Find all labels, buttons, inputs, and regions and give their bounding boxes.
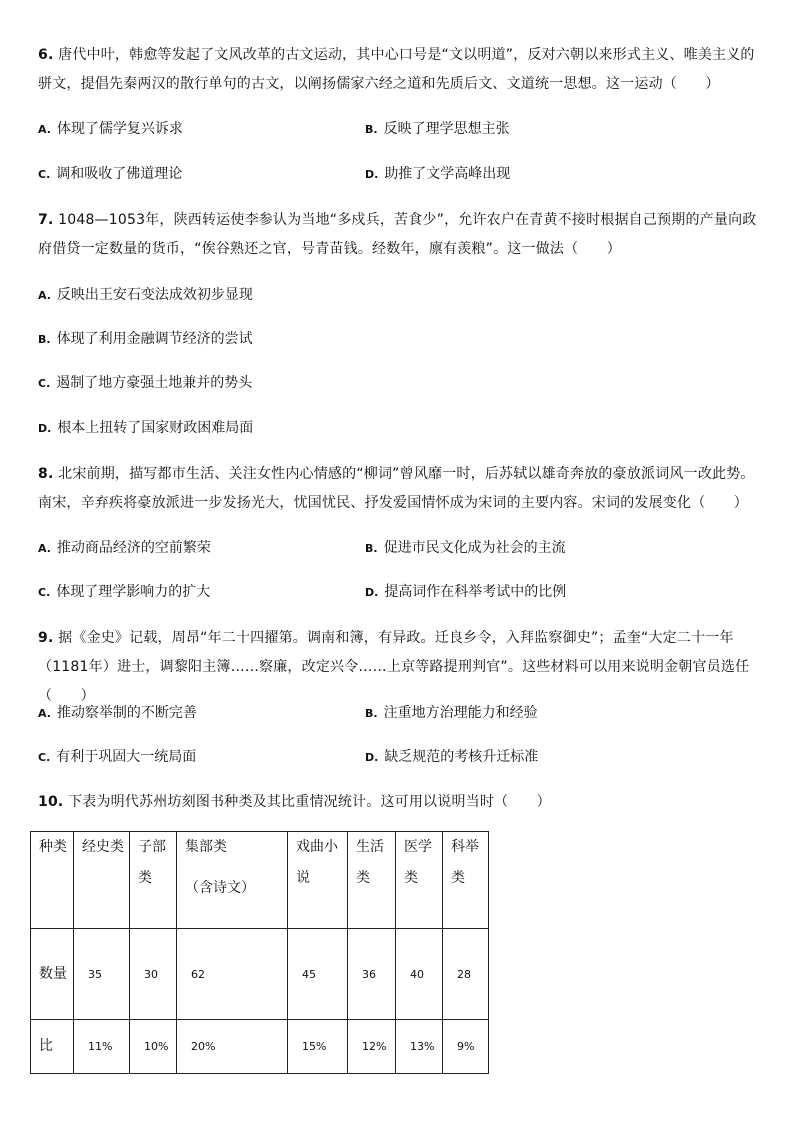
table-row-label: 数量 xyxy=(31,929,74,1020)
table-cell: 30 xyxy=(130,929,177,1020)
question-text: 下表为明代苏州坊刻图书种类及其比重情况统计。这可用以说明当时（ ） xyxy=(68,794,551,810)
question-6-option-d: D. 助推了文学高峰出现 xyxy=(365,166,511,182)
question-6-option-b: B. 反映了理学思想主张 xyxy=(365,121,510,137)
table-cell: 62 xyxy=(177,929,288,1020)
table-cell: 20% xyxy=(177,1020,288,1074)
table-row-ratio xyxy=(31,1020,489,1074)
question-number: 10. xyxy=(38,794,64,810)
question-9-option-c: C. 有利于巩固大一统局面 xyxy=(38,749,197,765)
table-header-row xyxy=(31,832,489,929)
question-8-option-d: D. 提高词作在科举考试中的比例 xyxy=(365,584,567,600)
question-9-option-d: D. 缺乏规范的考核升迁标准 xyxy=(365,749,539,765)
question-7-option-a: A. 反映出王安石变法成效初步显现 xyxy=(38,287,253,303)
question-8-stem xyxy=(38,460,758,518)
table-header-cell: 科举类 xyxy=(443,832,489,929)
table-cell: 28 xyxy=(443,929,489,1020)
table-header-cell: 生活类 xyxy=(348,832,396,929)
question-text: 唐代中叶，韩愈等发起了文风改革的古文运动，其中心口号是“文以明道”，反对六朝以来形式主义、唯美主义的骈文，提倡先秦两汉的散行单句的古文，以阐扬儒家六经之道和先质后文、文道统一思想。这一运动（ ） xyxy=(38,47,755,92)
table-cell: 12% xyxy=(348,1020,396,1074)
table-cell: 10% xyxy=(130,1020,177,1074)
table-row-label: 比 xyxy=(31,1020,74,1074)
table-header-cell: 医学类 xyxy=(396,832,443,929)
question-8-option-c: C. 体现了理学影响力的扩大 xyxy=(38,584,211,600)
question-6-option-a: A. 体现了儒学复兴诉求 xyxy=(38,121,183,137)
table-cell: 40 xyxy=(396,929,443,1020)
table-cell: 11% xyxy=(74,1020,130,1074)
question-7-option-d: D. 根本上扭转了国家财政困难局面 xyxy=(38,420,254,436)
table-cell: 45 xyxy=(288,929,348,1020)
question-9-option-b: B. 注重地方治理能力和经验 xyxy=(365,705,538,721)
table-cell: 15% xyxy=(288,1020,348,1074)
table-header-note: （含诗文） xyxy=(185,880,255,896)
table-header-cell: 种类 xyxy=(31,832,74,929)
question-text: 1048—1053年，陕西转运使李参认为当地“多戍兵，苦食少”，允许农户在青黄不接时根据自己预期的产量向政府借贷一定数量的货币，“俟谷熟还之官，号青苗钱。经数年，廪有羡粮”。这一做法（ ） xyxy=(38,212,757,257)
table-header-cell: 集部类 （含诗文） xyxy=(177,832,288,929)
table-cell: 9% xyxy=(443,1020,489,1074)
question-9-stem xyxy=(38,624,758,711)
table-row-quantity xyxy=(31,929,489,1020)
question-6-option-c: C. 调和吸收了佛道理论 xyxy=(38,166,183,182)
question-number: 9. xyxy=(38,630,54,646)
table-header-cell: 经史类 xyxy=(74,832,130,929)
question-8-option-a: A. 推动商品经济的空前繁荣 xyxy=(38,540,211,556)
question-9-option-a: A. 推动察举制的不断完善 xyxy=(38,705,197,721)
question-6-stem xyxy=(38,41,758,99)
question-text: 据《金史》记载，周昂“年二十四擢第。调南和簿，有异政。迁良乡令，入拜监察御史”；孟奎“大定二十一年（1181年）进士，调黎阳主簿……察廉，改定兴令……上京等路提刑判官”。这些材料可以用来说明金朝官员选任（ ） xyxy=(38,630,750,704)
question-number: 8. xyxy=(38,466,54,482)
question-7-option-c: C. 遏制了地方豪强土地兼并的势头 xyxy=(38,375,253,391)
question-7-stem xyxy=(38,206,758,264)
book-statistics-table xyxy=(30,831,489,1074)
question-number: 6. xyxy=(38,47,54,63)
table-header-cell: 子部类 xyxy=(130,832,177,929)
question-8-option-b: B. 促进市民文化成为社会的主流 xyxy=(365,540,566,556)
table-cell: 13% xyxy=(396,1020,443,1074)
question-7-option-b: B. 体现了利用金融调节经济的尝试 xyxy=(38,331,253,347)
question-number: 7. xyxy=(38,212,54,228)
table-header-cell: 戏曲小说 xyxy=(288,832,348,929)
table-cell: 36 xyxy=(348,929,396,1020)
question-text: 北宋前期，描写都市生活、关注女性内心情感的“柳词”曾风靡一时，后苏轼以雄奇奔放的豪放派词风一改此势。南宋，辛弃疾将豪放派进一步发扬光大，忧国忧民、抒发爱国情怀成为宋词的主要内容。宋词的发展变化（ ） xyxy=(38,466,755,511)
table-cell: 35 xyxy=(74,929,130,1020)
question-10-stem xyxy=(38,788,758,817)
